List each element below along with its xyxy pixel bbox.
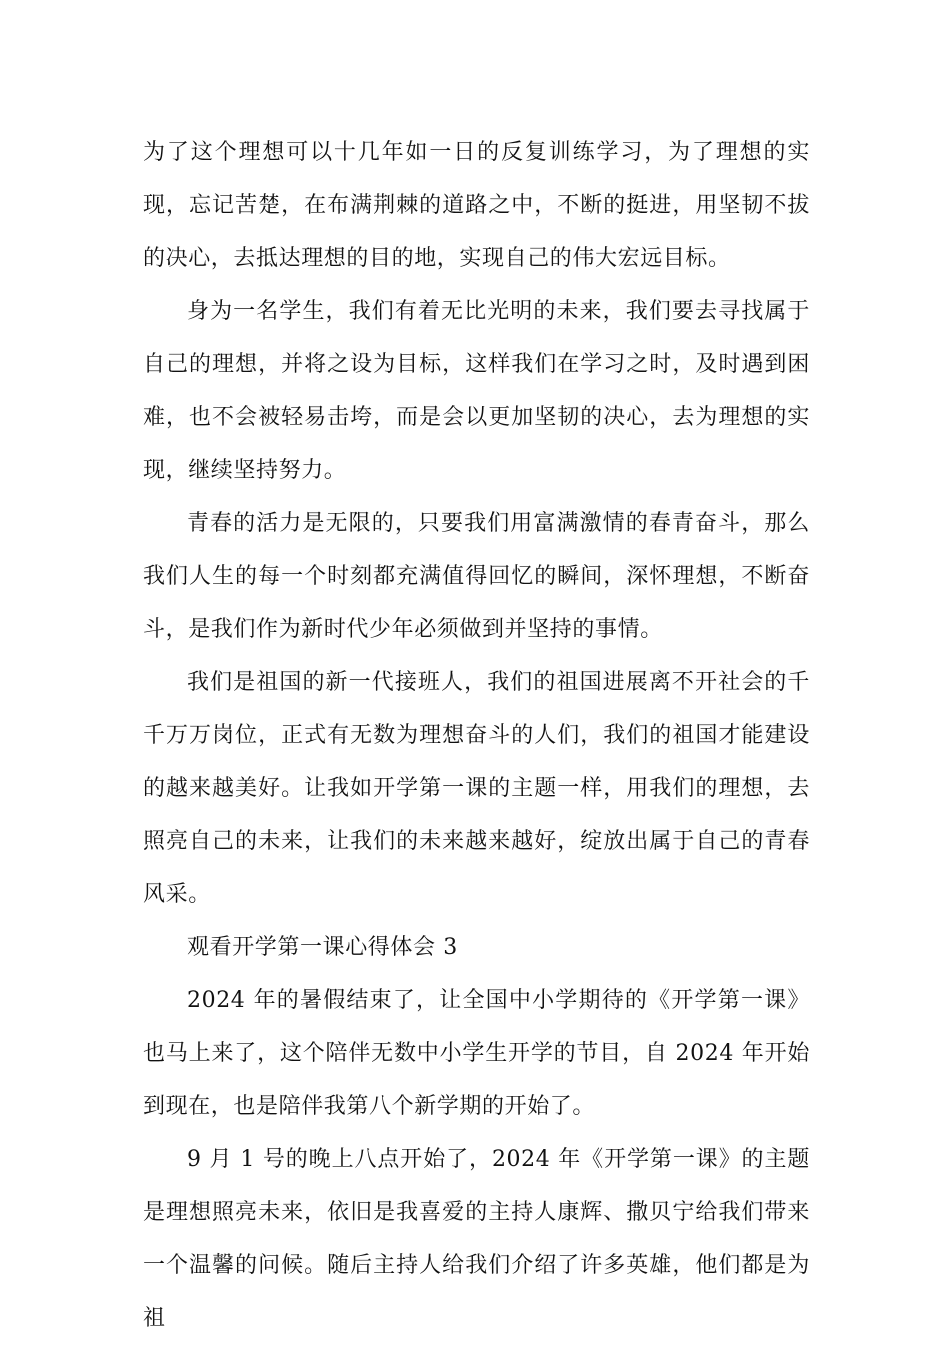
paragraph: 2024 年的暑假结束了，让全国中小学期待的《开学第一课》也马上来了，这个陪伴无数中小学生开学的节目，自 2024 年开始到现在，也是陪伴我第八个新学期的开始了。: [143, 988, 810, 1119]
body-text: [143, 126, 810, 1345]
paragraph: 青春的活力是无限的，只要我们用富满激情的春青奋斗，那么我们人生的每一个时刻都充满值得回忆的瞬间，深怀理想，不断奋斗，是我们作为新时代少年必须做到并坚持的事情。: [143, 511, 810, 642]
paragraph: 我们是祖国的新一代接班人，我们的祖国进展离不开社会的千千万万岗位，正式有无数为理想奋斗的人们，我们的祖国才能建设的越来越美好。让我如开学第一课的主题一样，用我们的理想，去照亮自己的未来，让我们的未来越来越好，绽放出属于自己的青春风采。: [143, 670, 810, 907]
section-heading: 观看开学第一课心得体会 3: [187, 935, 458, 960]
paragraph: 9 月 1 号的晚上八点开始了，2024 年《开学第一课》的主题是理想照亮未来，依旧是我喜爱的主持人康辉、撒贝宁给我们带来一个温馨的问候。随后主持人给我们介绍了许多英雄，他们都是为祖: [143, 1147, 810, 1331]
paragraph-continued: 为了这个理想可以十几年如一日的反复训练学习，为了理想的实现，忘记苦楚，在布满荆棘的道路之中，不断的挺进，用坚韧不拔的决心，去抵达理想的目的地，实现自己的伟大宏远目标。: [143, 140, 810, 271]
paragraph: 身为一名学生，我们有着无比光明的未来，我们要去寻找属于自己的理想，并将之设为目标，这样我们在学习之时，及时遇到困难，也不会被轻易击垮，而是会以更加坚韧的决心，去为理想的实现，继续坚持努力。: [143, 299, 810, 483]
